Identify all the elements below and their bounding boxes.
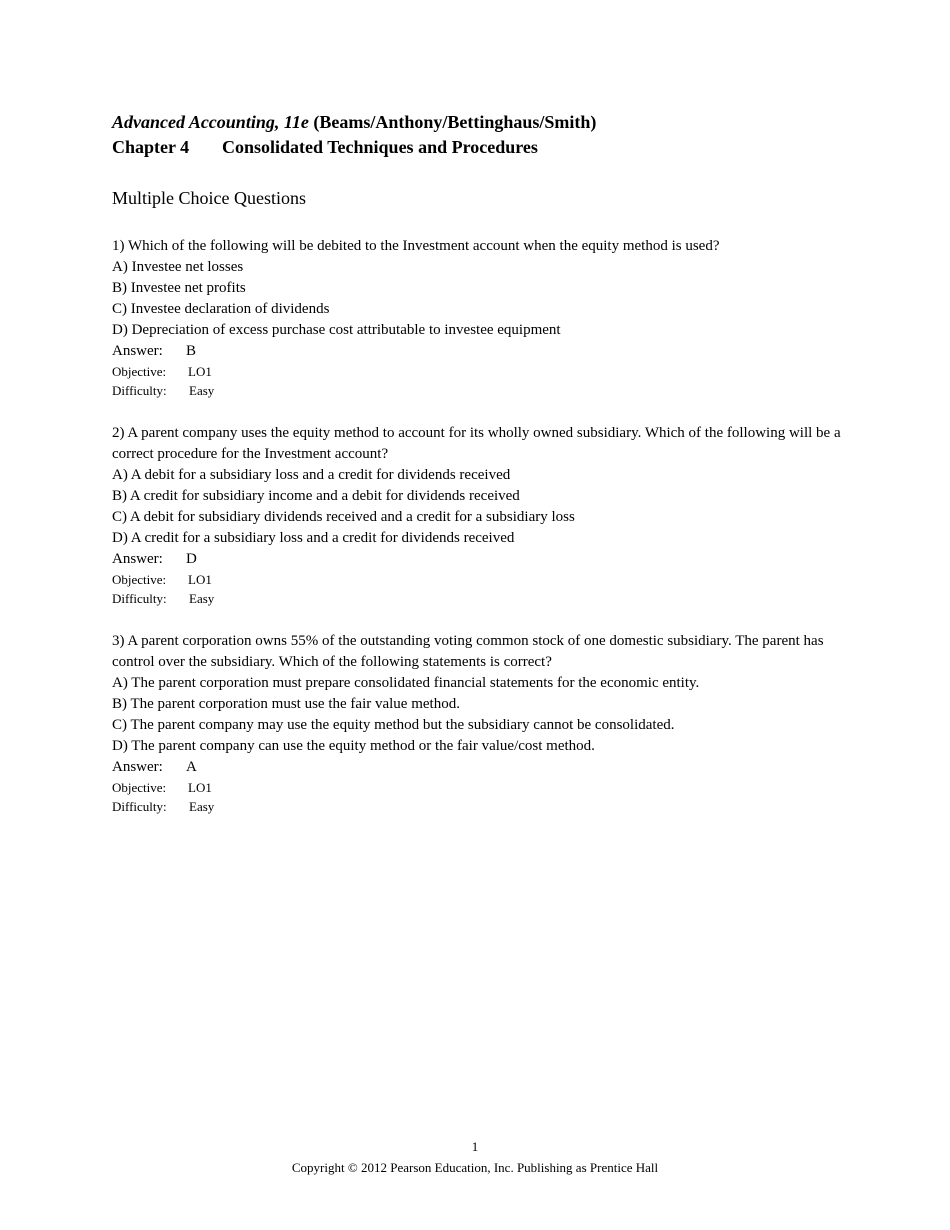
difficulty-label: Difficulty: <box>112 799 167 814</box>
chapter-number: Chapter 4 <box>112 137 190 157</box>
objective-label: Objective: <box>112 780 167 795</box>
objective-value: LO1 <box>188 572 212 587</box>
question-3 <box>112 631 852 816</box>
objective-label: Objective: <box>112 364 167 379</box>
option-d: D) The parent company can use the equity method or the fair value/cost method. <box>112 738 595 754</box>
difficulty-label: Difficulty: <box>112 591 167 606</box>
difficulty-value: Easy <box>189 591 215 606</box>
book-title: Advanced Accounting, 11e <box>112 112 309 132</box>
difficulty-line <box>112 381 852 400</box>
answer-label: Answer: <box>112 343 163 359</box>
option-c: C) A debit for subsidiary dividends received and a credit for a subsidiary loss <box>112 509 575 525</box>
question-text: 3) A parent corporation owns 55% of the outstanding voting common stock of one domestic subsidiary. The parent has control over the subsidiary. Which of the following statements is correct? <box>112 633 824 670</box>
option-a: A) The parent corporation must prepare consolidated financial statements for the economic entity. <box>112 675 700 691</box>
section-heading: Multiple Choice Questions <box>112 188 306 208</box>
question-list <box>112 236 852 816</box>
answer-line <box>112 549 852 570</box>
question-text: 2) A parent company uses the equity method to account for its wholly owned subsidiary. Which of the following will be a correct procedure for the Investment account? <box>112 425 841 462</box>
difficulty-value: Easy <box>189 383 215 398</box>
answer-value: A <box>186 759 197 775</box>
option-a: A) Investee net losses <box>112 259 244 275</box>
option-b: B) The parent corporation must use the fair value method. <box>112 696 460 712</box>
question-2 <box>112 423 852 608</box>
option-b: B) A credit for subsidiary income and a debit for dividends received <box>112 488 520 504</box>
difficulty-line <box>112 589 852 608</box>
option-a: A) A debit for a subsidiary loss and a credit for dividends received <box>112 467 511 483</box>
objective-line <box>112 778 852 797</box>
copyright-notice: Copyright © 2012 Pearson Education, Inc. Publishing as Prentice Hall <box>291 1160 659 1175</box>
objective-label: Objective: <box>112 572 167 587</box>
page-number: 1 <box>471 1139 479 1154</box>
document-page <box>112 110 852 839</box>
objective-line <box>112 570 852 589</box>
question-1 <box>112 236 852 400</box>
difficulty-value: Easy <box>189 799 215 814</box>
answer-value: D <box>186 551 197 567</box>
answer-line <box>112 341 852 362</box>
option-d: D) Depreciation of excess purchase cost attributable to investee equipment <box>112 322 561 338</box>
answer-label: Answer: <box>112 551 163 567</box>
option-d: D) A credit for a subsidiary loss and a credit for dividends received <box>112 530 515 546</box>
answer-line <box>112 757 852 778</box>
book-authors: (Beams/Anthony/Bettinghaus/Smith) <box>313 112 597 132</box>
book-title-line <box>112 110 852 135</box>
answer-value: B <box>186 343 197 359</box>
question-text: 1) Which of the following will be debited to the Investment account when the equity method is used? <box>112 238 720 254</box>
chapter-title: Consolidated Techniques and Procedures <box>222 137 538 157</box>
option-b: B) Investee net profits <box>112 280 246 296</box>
option-c: C) The parent company may use the equity method but the subsidiary cannot be consolidated. <box>112 717 675 733</box>
option-c: C) Investee declaration of dividends <box>112 301 330 317</box>
answer-label: Answer: <box>112 759 163 775</box>
objective-line <box>112 362 852 381</box>
objective-value: LO1 <box>188 780 212 795</box>
difficulty-line <box>112 797 852 816</box>
difficulty-label: Difficulty: <box>112 383 167 398</box>
objective-value: LO1 <box>188 364 212 379</box>
chapter-heading <box>112 135 852 160</box>
